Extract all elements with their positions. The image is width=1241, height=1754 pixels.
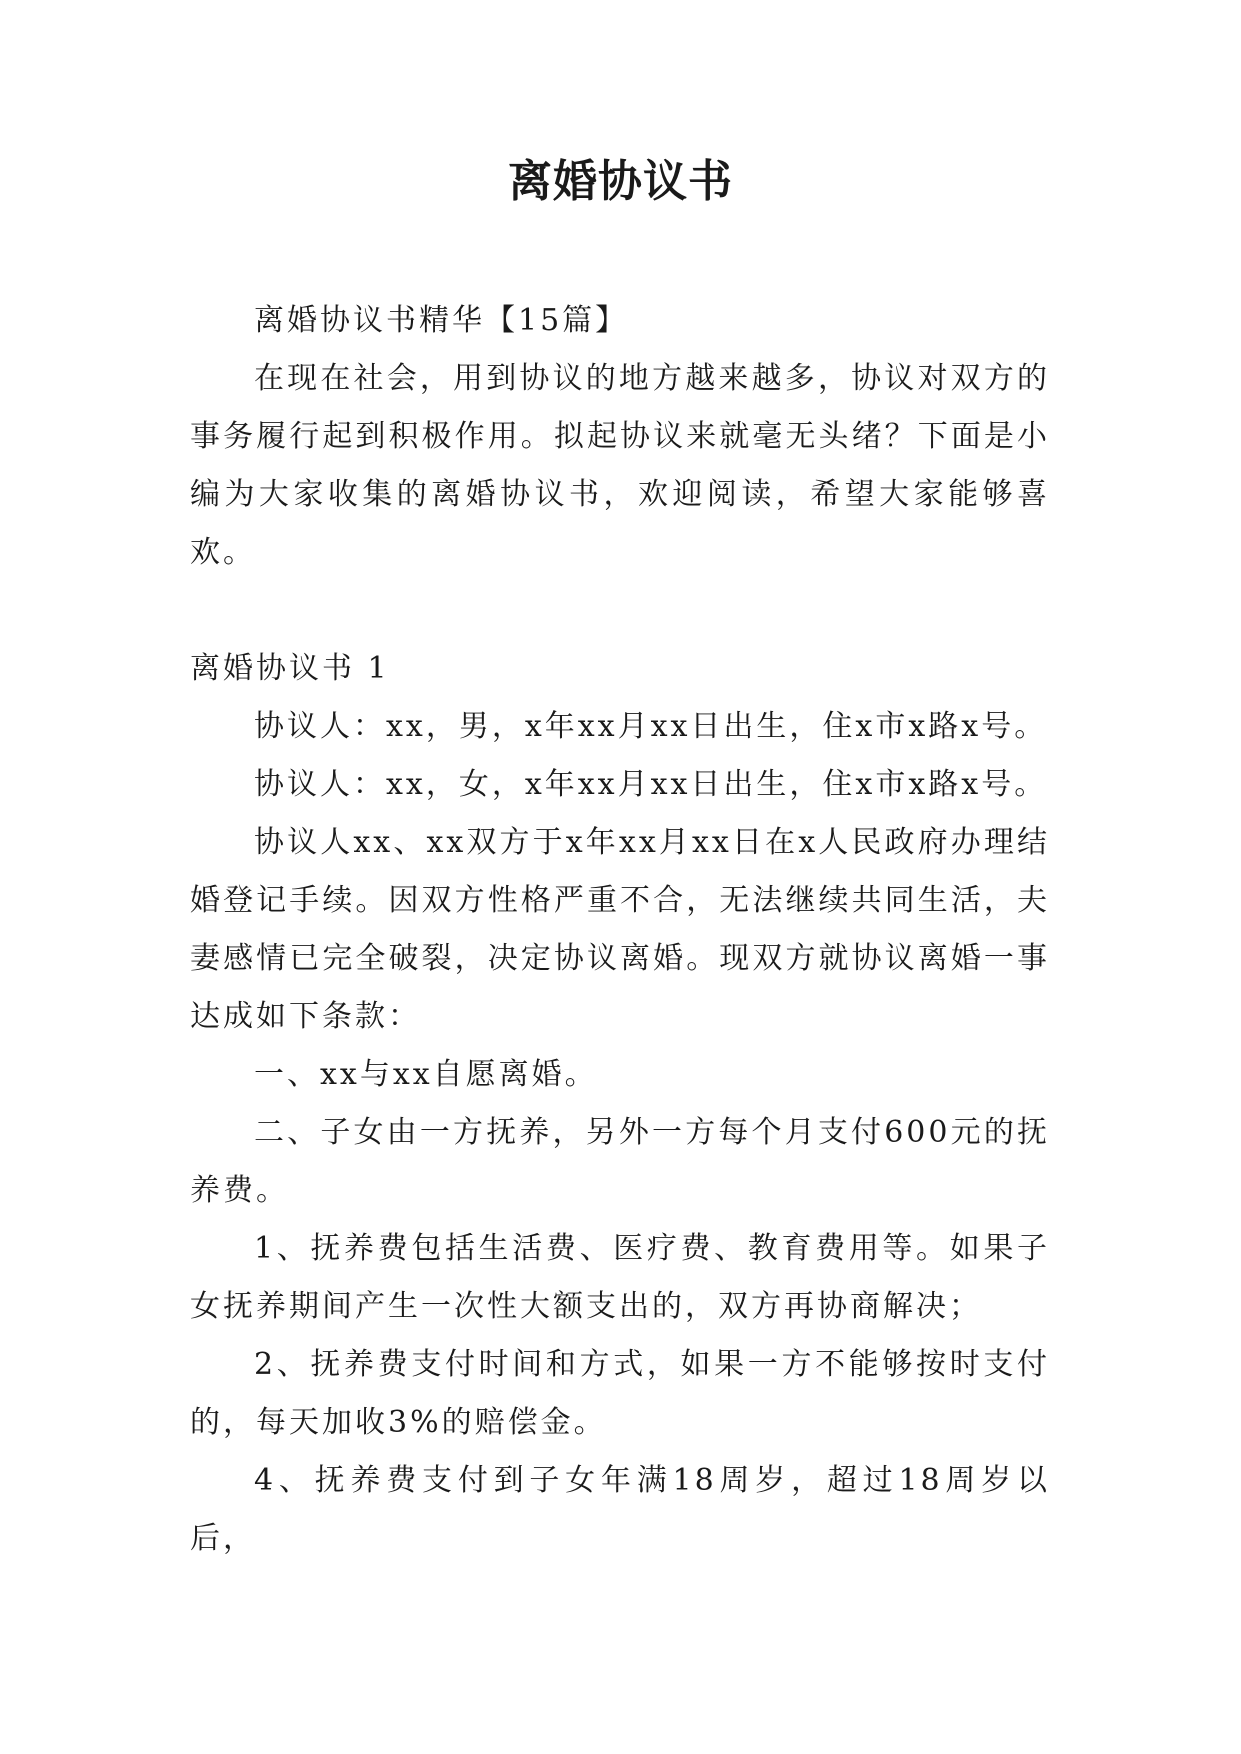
clause-2-item-4: 4、抚养费支付到子女年满18周岁，超过18周岁以后， xyxy=(190,1463,1050,1556)
paragraph-party-male: 协议人：xx，男，x年xx月xx日出生，住x市x路x号。 xyxy=(254,709,1048,744)
clause-2-item-1: 1、抚养费包括生活费、医疗费、教育费用等。如果子女抚养期间产生一次性大额支出的，双方再协商解决； xyxy=(190,1231,1050,1324)
paragraph-party-female: 协议人：xx，女，x年xx月xx日出生，住x市x路x号。 xyxy=(254,767,1048,802)
clause-1: 一、xx与xx自愿离婚。 xyxy=(254,1057,598,1092)
paragraph-background: 协议人xx、xx双方于x年xx月xx日在x人民政府办理结婚登记手续。因双方性格严重不合，无法继续共同生活，夫妻感情已完全破裂，决定协议离婚。现双方就协议离婚一事达成如下条款： xyxy=(190,825,1050,1034)
clause-2: 二、子女由一方抚养，另外一方每个月支付600元的抚养费。 xyxy=(190,1115,1050,1208)
section-heading: 离婚协议书 1 xyxy=(190,651,390,686)
intro-paragraph: 在现在社会，用到协议的地方越来越多，协议对双方的事务履行起到积极作用。拟起协议来就毫无头绪？下面是小编为大家收集的离婚协议书，欢迎阅读，希望大家能够喜欢。 xyxy=(190,361,1050,570)
subtitle: 离婚协议书精华【15篇】 xyxy=(254,303,629,338)
clause-2-item-2: 2、抚养费支付时间和方式，如果一方不能够按时支付的，每天加收3%的赔偿金。 xyxy=(190,1347,1050,1440)
document-title: 离婚协议书 xyxy=(508,156,733,207)
document-body xyxy=(190,292,1050,1568)
